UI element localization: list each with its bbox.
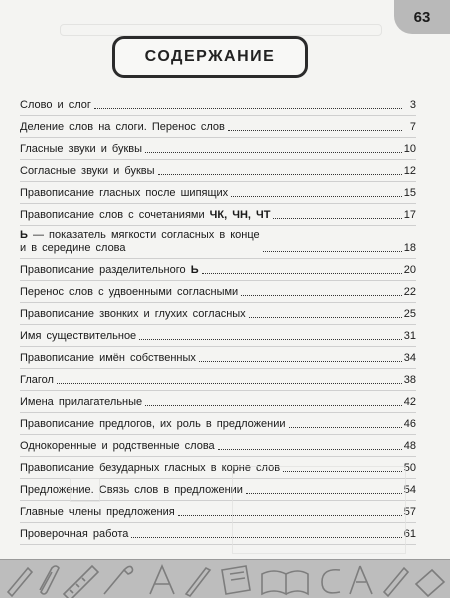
toc-entry-label: Глагол xyxy=(20,374,54,386)
page-number: 63 xyxy=(394,0,450,34)
dot-leader xyxy=(139,339,402,340)
eraser-icon xyxy=(416,570,444,596)
toc-entry-label: Правописание предлогов, их роль в предложении xyxy=(20,418,286,430)
toc-entry-text: Правописание разделительного xyxy=(20,264,186,276)
toc-entry-page: 3 xyxy=(409,99,416,111)
toc-entry-label: Слово и слог xyxy=(20,99,91,111)
toc-entry-label: Правописание безударных гласных в корне слов xyxy=(20,462,281,474)
toc-entry[interactable] xyxy=(20,138,416,160)
toc-entry-page: 15 xyxy=(403,187,416,199)
toc-entry[interactable] xyxy=(20,281,416,303)
toc-entry[interactable] xyxy=(20,94,416,116)
dot-leader xyxy=(263,251,402,252)
toc-entry-page: 22 xyxy=(403,286,416,298)
toc-entry-label xyxy=(20,229,260,255)
toc-entry-bold-text: Ь xyxy=(190,264,199,276)
dot-leader xyxy=(228,130,402,131)
dot-leader xyxy=(202,273,402,274)
toc-entry-page: 17 xyxy=(403,209,416,221)
toc-entry-label: Предложение. Связь слов в предложении xyxy=(20,484,243,496)
toc-entry-page: 34 xyxy=(403,352,416,364)
toc-entry-page: 7 xyxy=(409,121,416,133)
toc-entry-page: 25 xyxy=(403,308,416,320)
toc-entry[interactable] xyxy=(20,347,416,369)
toc-entry-bold-text: Ь xyxy=(20,229,28,241)
toc-entry-label: Деление слов на слоги. Перенос слов xyxy=(20,121,225,133)
toc-entry-text: — показатель мягкости согласных в конце xyxy=(32,229,260,241)
toc-entry-page: 38 xyxy=(403,374,416,386)
toc-entry-label: Правописание имён собственных xyxy=(20,352,196,364)
dot-leader xyxy=(94,108,402,109)
toc-entry-label: Перенос слов с удвоенными согласными xyxy=(20,286,239,298)
dot-leader xyxy=(158,174,402,175)
toc-entry-label: Согласные звуки и буквы xyxy=(20,165,155,177)
toc-entry[interactable] xyxy=(20,259,416,281)
dot-leader xyxy=(249,317,402,318)
ruler-icon xyxy=(64,566,98,598)
book-icon xyxy=(262,571,308,594)
toc-entry-label: Правописание звонких и глухих согласных xyxy=(20,308,246,320)
pencil-icon-2 xyxy=(384,568,408,596)
toc-entry-page: 57 xyxy=(403,506,416,518)
toc-entry-text: Правописание слов с сочетаниями xyxy=(20,209,205,221)
toc-entry-label xyxy=(20,209,270,222)
title-frame xyxy=(112,36,308,78)
toc-entry-page: 50 xyxy=(403,462,416,474)
school-supplies-pattern xyxy=(0,560,450,598)
toc-entry-label: Гласные звуки и буквы xyxy=(20,143,143,155)
toc-entry-page: 46 xyxy=(403,418,416,430)
toc-entry[interactable] xyxy=(20,182,416,204)
toc-entry-page: 20 xyxy=(403,264,416,276)
toc-entry[interactable] xyxy=(20,160,416,182)
dot-leader xyxy=(273,218,401,219)
background-bleed-box xyxy=(232,466,406,554)
toc-entry-page: 18 xyxy=(403,242,416,254)
toc-entry-label: Проверочная работа xyxy=(20,528,129,540)
toc-entry[interactable] xyxy=(20,391,416,413)
paperclip-icon xyxy=(40,566,59,594)
toc-entry[interactable] xyxy=(20,435,416,457)
dot-leader xyxy=(145,405,402,406)
dot-leader xyxy=(57,383,402,384)
toc-entry-label: Главные члены предложения xyxy=(20,506,175,518)
letter-c-icon xyxy=(322,570,340,593)
pencil-icon xyxy=(8,568,32,596)
dot-leader xyxy=(231,196,402,197)
decorative-footer-strip xyxy=(0,559,450,598)
toc-entry[interactable] xyxy=(20,303,416,325)
toc-entry-page: 42 xyxy=(403,396,416,408)
page-title: СОДЕРЖАНИЕ xyxy=(144,48,276,65)
brush-icon xyxy=(104,566,133,594)
dot-leader xyxy=(241,295,402,296)
toc-entry[interactable] xyxy=(20,116,416,138)
dot-leader xyxy=(218,449,402,450)
toc-entry-label: Однокоренные и родственные слова xyxy=(20,440,215,452)
dot-leader xyxy=(289,427,402,428)
dot-leader xyxy=(199,361,402,362)
toc-entry-label: Имена прилагательные xyxy=(20,396,143,408)
background-bleed-box xyxy=(70,478,100,502)
dot-leader xyxy=(145,152,402,153)
background-bleed xyxy=(60,24,382,36)
toc-entry[interactable] xyxy=(20,226,416,259)
toc-entry-page: 10 xyxy=(403,143,416,155)
toc-entry-label xyxy=(20,264,199,277)
compass-icon xyxy=(350,566,372,594)
toc-entry-page: 31 xyxy=(403,330,416,342)
letter-a-icon xyxy=(150,566,174,594)
toc-entry[interactable] xyxy=(20,413,416,435)
toc-entry-page: 54 xyxy=(403,484,416,496)
toc-entry-page: 12 xyxy=(403,165,416,177)
pen-icon xyxy=(186,568,210,596)
toc-entry-text-line2: и в середине слова xyxy=(20,242,126,254)
notebook-icon xyxy=(222,566,250,594)
toc-entry[interactable] xyxy=(20,204,416,226)
toc-entry-page: 48 xyxy=(403,440,416,452)
toc-entry-page: 61 xyxy=(403,528,416,540)
toc-entry-label: Правописание гласных после шипящих xyxy=(20,187,229,199)
toc-entry-label: Имя существительное xyxy=(20,330,137,342)
toc-entry[interactable] xyxy=(20,325,416,347)
toc-entry[interactable] xyxy=(20,369,416,391)
toc-entry-bold-text: ЧК, ЧН, ЧТ xyxy=(209,209,271,221)
